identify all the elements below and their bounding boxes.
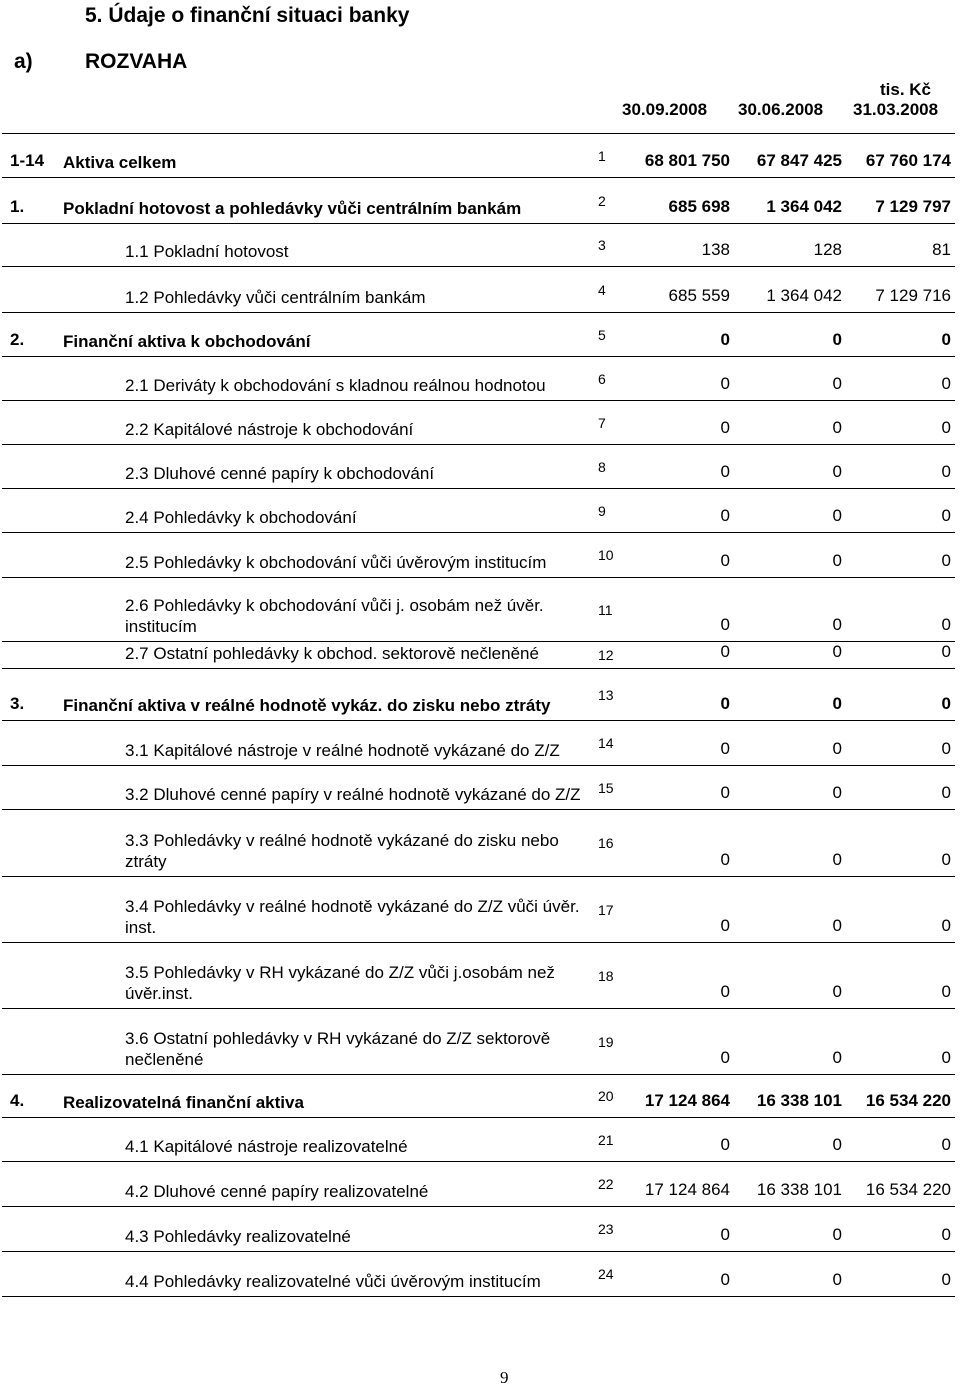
value-cell-text: 685 698	[668, 197, 730, 216]
table-row	[2, 578, 955, 642]
value-cell	[846, 313, 955, 357]
value-cell	[846, 1075, 955, 1118]
value-cell-text: 0	[832, 739, 842, 758]
row-label	[62, 578, 592, 642]
value-cell-text: 0	[832, 418, 842, 437]
value-cell-text: 0	[832, 783, 842, 802]
value-cell	[734, 1252, 846, 1297]
value-cell	[622, 1075, 734, 1118]
value-cell-text: 0	[720, 739, 730, 758]
value-cell-text: 685 559	[668, 286, 730, 305]
value-cell-text: 0	[720, 1270, 730, 1289]
row-number: 24	[592, 1252, 622, 1297]
row-section-number-text	[10, 662, 62, 668]
row-number: 14	[592, 721, 622, 766]
row-label-text: 3.5 Pohledávky v RH vykázané do Z/Z vůči j.osobám než úvěr.inst.	[125, 963, 555, 1003]
row-label	[62, 1009, 592, 1075]
table-row	[2, 721, 955, 766]
row-label-text: 2.1 Deriváty k obchodování s kladnou reálnou hodnotou	[125, 376, 546, 395]
value-cell-text: 0	[941, 1270, 951, 1289]
value-cell	[734, 445, 846, 489]
value-cell-text: 0	[941, 783, 951, 802]
row-label-text: 2.6 Pohledávky k obchodování vůči j. osobám než úvěr. institucím	[125, 596, 544, 636]
value-cell	[622, 224, 734, 267]
table-row	[2, 1075, 955, 1118]
table-row	[2, 1207, 955, 1252]
row-label-text: 3.6 Ostatní pohledávky v RH vykázané do Z/Z sektorově nečleněné	[125, 1029, 551, 1069]
row-label	[62, 533, 592, 578]
row-number: 19	[592, 1009, 622, 1075]
row-section-number-text	[10, 936, 62, 942]
value-cell	[734, 1162, 846, 1207]
row-label-text: 1.1 Pokladní hotovost	[125, 242, 289, 261]
row-label-text: 1.2 Pohledávky vůči centrálním bankám	[125, 288, 426, 307]
table-row	[2, 445, 955, 489]
row-section-number-text	[10, 526, 62, 532]
value-cell	[622, 766, 734, 810]
row-number: 9	[592, 489, 622, 533]
row-number: 8	[592, 445, 622, 489]
value-cell-text: 0	[941, 551, 951, 570]
value-cell	[622, 533, 734, 578]
row-number: 13	[592, 669, 622, 721]
value-cell	[846, 1252, 955, 1297]
value-cell-text: 0	[941, 615, 951, 634]
value-cell-text: 7 129 716	[875, 286, 951, 305]
value-cell-text: 17 124 864	[644, 1091, 730, 1110]
value-cell-text: 0	[941, 462, 951, 481]
unit-label: tis. Kč	[880, 80, 932, 99]
row-section-number	[2, 642, 62, 669]
row-label	[62, 669, 592, 721]
value-cell	[734, 401, 846, 445]
value-cell	[846, 1009, 955, 1075]
row-section-number	[2, 578, 62, 642]
table-row	[2, 1009, 955, 1075]
value-cell-text: 0	[720, 694, 730, 713]
table-row	[2, 1118, 955, 1162]
row-label	[62, 766, 592, 810]
value-cell-text: 0	[720, 418, 730, 437]
row-number: 11	[592, 578, 622, 642]
value-cell	[734, 134, 846, 178]
value-cell	[622, 1252, 734, 1297]
table-row	[2, 533, 955, 578]
value-cell	[846, 357, 955, 401]
row-label	[62, 267, 592, 313]
value-cell-text: 0	[941, 418, 951, 437]
value-cell	[846, 533, 955, 578]
row-section-number-text	[10, 306, 62, 312]
table-row	[2, 810, 955, 877]
row-label-text: 2.5 Pohledávky k obchodování vůči úvěrovým institucím	[125, 553, 547, 572]
value-cell	[734, 578, 846, 642]
row-section-number	[2, 134, 62, 178]
value-cell-text: 0	[941, 694, 951, 713]
table-row	[2, 1252, 955, 1297]
value-cell-text: 0	[720, 462, 730, 481]
row-section-number	[2, 401, 62, 445]
value-cell-text: 0	[832, 1048, 842, 1067]
table-row	[2, 401, 955, 445]
row-number: 18	[592, 943, 622, 1009]
row-section-number	[2, 1075, 62, 1118]
row-section-number	[2, 943, 62, 1009]
value-cell	[622, 489, 734, 533]
value-cell	[846, 810, 955, 877]
value-cell	[734, 178, 846, 224]
row-section-number-text: 4.	[10, 1091, 25, 1110]
table-row	[2, 357, 955, 401]
value-cell	[622, 1207, 734, 1252]
row-label-text: 3.2 Dluhové cenné papíry v reálné hodnotě vykázané do Z/Z	[125, 785, 581, 804]
value-cell-text: 16 534 220	[865, 1091, 951, 1110]
value-cell	[622, 669, 734, 721]
row-number: 2	[592, 178, 622, 224]
value-cell	[734, 943, 846, 1009]
value-cell-text: 0	[720, 551, 730, 570]
row-label	[62, 1118, 592, 1162]
row-section-number-text	[10, 482, 62, 488]
row-label	[62, 877, 592, 943]
value-cell-text: 67 847 425	[756, 151, 842, 170]
row-section-number-text	[10, 803, 62, 809]
row-label	[62, 224, 592, 267]
page-number: 9	[500, 1368, 509, 1387]
row-label	[62, 357, 592, 401]
value-cell-text: 0	[832, 1270, 842, 1289]
row-section-number-text: 3.	[10, 694, 25, 713]
row-section-number	[2, 1252, 62, 1297]
row-number: 5	[592, 313, 622, 357]
row-section-number	[2, 357, 62, 401]
value-cell-text: 68 801 750	[644, 151, 730, 170]
row-label	[62, 445, 592, 489]
value-cell-text: 0	[720, 642, 730, 661]
row-label-text: 3.1 Kapitálové nástroje v reálné hodnotě vykázané do Z/Z	[125, 741, 560, 760]
row-number: 23	[592, 1207, 622, 1252]
row-label-text: 4.1 Kapitálové nástroje realizovatelné	[125, 1137, 408, 1156]
value-cell-text: 0	[941, 1225, 951, 1244]
table-row	[2, 178, 955, 224]
row-number: 6	[592, 357, 622, 401]
row-number: 7	[592, 401, 622, 445]
value-cell	[846, 1162, 955, 1207]
value-cell-text: 17 124 864	[644, 1180, 730, 1199]
value-cell	[622, 134, 734, 178]
column-header-date: 30.06.2008	[738, 100, 824, 119]
row-number: 12	[592, 642, 622, 669]
value-cell-text: 0	[941, 1135, 951, 1154]
value-cell-text: 0	[720, 982, 730, 1001]
row-label-text: Finanční aktiva k obchodování	[63, 332, 311, 351]
section-letter: a)	[14, 50, 33, 73]
row-section-number-text	[10, 571, 62, 577]
value-cell-text: 0	[832, 506, 842, 525]
value-cell	[846, 401, 955, 445]
value-cell	[734, 1118, 846, 1162]
row-label	[62, 943, 592, 1009]
row-section-number	[2, 810, 62, 877]
value-cell	[846, 877, 955, 943]
value-cell	[622, 401, 734, 445]
row-label	[62, 721, 592, 766]
value-cell-text: 1 364 042	[766, 197, 842, 216]
row-section-number	[2, 224, 62, 267]
value-cell-text: 0	[720, 330, 730, 349]
row-number: 21	[592, 1118, 622, 1162]
value-cell-text: 0	[941, 982, 951, 1001]
value-cell	[846, 178, 955, 224]
value-cell	[622, 642, 734, 669]
section-title: ROZVAHA	[85, 50, 188, 73]
value-cell-text: 0	[941, 374, 951, 393]
row-section-number-text: 1-14	[10, 151, 45, 170]
column-header-date: 30.09.2008	[622, 100, 708, 119]
value-cell	[622, 1009, 734, 1075]
row-section-number	[2, 313, 62, 357]
value-cell	[734, 642, 846, 669]
row-label	[62, 1207, 592, 1252]
value-cell-text: 0	[720, 783, 730, 802]
row-section-number-text	[10, 1200, 62, 1206]
row-section-number	[2, 533, 62, 578]
row-label-text: Aktiva celkem	[63, 153, 177, 172]
value-cell	[622, 267, 734, 313]
value-cell	[622, 943, 734, 1009]
row-number: 20	[592, 1075, 622, 1118]
table-row	[2, 1162, 955, 1207]
value-cell	[622, 357, 734, 401]
value-cell-text: 0	[832, 1225, 842, 1244]
value-cell	[846, 1118, 955, 1162]
value-cell	[734, 877, 846, 943]
value-cell-text: 0	[941, 850, 951, 869]
row-section-number	[2, 445, 62, 489]
row-section-number-text	[10, 759, 62, 765]
row-label	[62, 401, 592, 445]
value-cell-text: 0	[832, 330, 842, 349]
value-cell	[846, 642, 955, 669]
value-cell	[622, 877, 734, 943]
table-row	[2, 313, 955, 357]
table-row	[2, 267, 955, 313]
value-cell-text: 0	[720, 850, 730, 869]
row-label-text: 2.3 Dluhové cenné papíry k obchodování	[125, 464, 435, 483]
value-cell	[622, 1118, 734, 1162]
row-label-text: Finanční aktiva v reálné hodnotě vykáz. do zisku nebo ztráty	[63, 696, 551, 715]
row-label-text: 4.3 Pohledávky realizovatelné	[125, 1227, 351, 1246]
value-cell-text: 16 534 220	[865, 1180, 951, 1199]
value-cell	[846, 445, 955, 489]
value-cell	[734, 1207, 846, 1252]
value-cell-text: 0	[720, 1225, 730, 1244]
row-section-number	[2, 267, 62, 313]
row-label	[62, 134, 592, 178]
row-label-text: 2.2 Kapitálové nástroje k obchodování	[125, 420, 414, 439]
row-section-number	[2, 1207, 62, 1252]
value-cell	[622, 313, 734, 357]
value-cell-text: 138	[701, 240, 730, 259]
row-number: 1	[592, 134, 622, 178]
row-label-text: Realizovatelná finanční aktiva	[63, 1093, 304, 1112]
value-cell-text: 0	[832, 551, 842, 570]
value-cell	[734, 224, 846, 267]
table-row	[2, 224, 955, 267]
value-cell	[622, 810, 734, 877]
row-section-number-text	[10, 870, 62, 876]
row-number: 16	[592, 810, 622, 877]
row-section-number	[2, 877, 62, 943]
value-cell	[734, 267, 846, 313]
row-label	[62, 178, 592, 224]
value-cell	[622, 578, 734, 642]
row-number: 10	[592, 533, 622, 578]
row-section-number	[2, 1118, 62, 1162]
value-cell	[622, 1162, 734, 1207]
value-cell-text: 1 364 042	[766, 286, 842, 305]
row-label	[62, 313, 592, 357]
value-cell	[622, 721, 734, 766]
row-section-number-text	[10, 1002, 62, 1008]
row-number: 22	[592, 1162, 622, 1207]
value-cell-text: 0	[941, 642, 951, 661]
value-cell-text: 67 760 174	[865, 151, 951, 170]
row-section-number	[2, 766, 62, 810]
value-cell-text: 0	[832, 462, 842, 481]
row-label	[62, 1252, 592, 1297]
page-heading: 5. Údaje o finanční situaci banky	[85, 4, 410, 27]
value-cell	[734, 1075, 846, 1118]
value-cell-text: 0	[720, 506, 730, 525]
row-number: 17	[592, 877, 622, 943]
value-cell-text: 0	[832, 916, 842, 935]
value-cell-text: 0	[720, 615, 730, 634]
value-cell	[846, 1207, 955, 1252]
row-label	[62, 489, 592, 533]
row-number: 3	[592, 224, 622, 267]
value-cell	[622, 445, 734, 489]
value-cell	[734, 489, 846, 533]
row-section-number-text	[10, 635, 62, 641]
row-section-number	[2, 489, 62, 533]
value-cell-text: 0	[941, 739, 951, 758]
value-cell	[846, 669, 955, 721]
table-row	[2, 489, 955, 533]
value-cell-text: 0	[720, 916, 730, 935]
value-cell-text: 81	[932, 240, 951, 259]
row-section-number-text	[10, 438, 62, 444]
table-row	[2, 134, 955, 178]
value-cell	[846, 943, 955, 1009]
row-label	[62, 1162, 592, 1207]
table-row	[2, 642, 955, 669]
row-label	[62, 1075, 592, 1118]
value-cell-text: 0	[941, 330, 951, 349]
value-cell	[734, 721, 846, 766]
row-section-number-text	[10, 1155, 62, 1161]
row-section-number-text: 1.	[10, 197, 25, 216]
row-label	[62, 642, 592, 669]
table-row	[2, 669, 955, 721]
value-cell	[622, 178, 734, 224]
value-cell-text: 0	[941, 506, 951, 525]
row-section-number-text	[10, 1290, 62, 1296]
row-section-number	[2, 669, 62, 721]
value-cell	[734, 669, 846, 721]
value-cell	[734, 533, 846, 578]
row-label-text: 4.2 Dluhové cenné papíry realizovatelné	[125, 1182, 429, 1201]
row-label	[62, 810, 592, 877]
row-section-number-text	[10, 394, 62, 400]
row-number: 15	[592, 766, 622, 810]
value-cell-text: 0	[832, 1135, 842, 1154]
value-cell-text: 0	[832, 615, 842, 634]
row-section-number-text	[10, 260, 62, 266]
value-cell	[846, 766, 955, 810]
column-header-date: 31.03.2008	[853, 100, 939, 119]
table-row	[2, 877, 955, 943]
row-label-text: 2.7 Ostatní pohledávky k obchod. sektorově nečleněné	[125, 644, 539, 663]
balance-sheet-table	[2, 133, 955, 1297]
value-cell-text: 128	[813, 240, 842, 259]
row-section-number	[2, 178, 62, 224]
value-cell	[734, 766, 846, 810]
value-cell-text: 0	[941, 1048, 951, 1067]
value-cell	[846, 134, 955, 178]
value-cell-text: 0	[832, 982, 842, 1001]
row-label-text: 2.4 Pohledávky k obchodování	[125, 508, 357, 527]
value-cell	[734, 810, 846, 877]
value-cell-text: 0	[832, 850, 842, 869]
value-cell-text: 0	[941, 916, 951, 935]
row-label-text: 4.4 Pohledávky realizovatelné vůči úvěrovým institucím	[125, 1272, 541, 1291]
row-section-number-text	[10, 1245, 62, 1251]
row-section-number	[2, 1009, 62, 1075]
value-cell	[734, 1009, 846, 1075]
row-section-number	[2, 1162, 62, 1207]
value-cell-text: 0	[720, 1135, 730, 1154]
value-cell	[846, 489, 955, 533]
value-cell-text: 16 338 101	[756, 1091, 842, 1110]
value-cell-text: 0	[832, 694, 842, 713]
value-cell	[734, 357, 846, 401]
row-label-text: Pokladní hotovost a pohledávky vůči centrálním bankám	[63, 199, 522, 218]
table-row	[2, 766, 955, 810]
value-cell-text: 0	[832, 642, 842, 661]
value-cell	[846, 578, 955, 642]
value-cell	[846, 224, 955, 267]
value-cell-text: 0	[720, 1048, 730, 1067]
row-section-number	[2, 721, 62, 766]
row-label-text: 3.4 Pohledávky v reálné hodnotě vykázané do Z/Z vůči úvěr. inst.	[125, 897, 580, 937]
value-cell-text: 7 129 797	[875, 197, 951, 216]
row-section-number-text: 2.	[10, 330, 25, 349]
value-cell-text: 0	[720, 374, 730, 393]
value-cell	[846, 267, 955, 313]
row-section-number-text	[10, 1068, 62, 1074]
row-number: 4	[592, 267, 622, 313]
row-label-text: 3.3 Pohledávky v reálné hodnotě vykázané do zisku nebo ztráty	[125, 831, 559, 871]
value-cell	[734, 313, 846, 357]
value-cell-text: 0	[832, 374, 842, 393]
value-cell-text: 16 338 101	[756, 1180, 842, 1199]
table-row	[2, 943, 955, 1009]
value-cell	[846, 721, 955, 766]
